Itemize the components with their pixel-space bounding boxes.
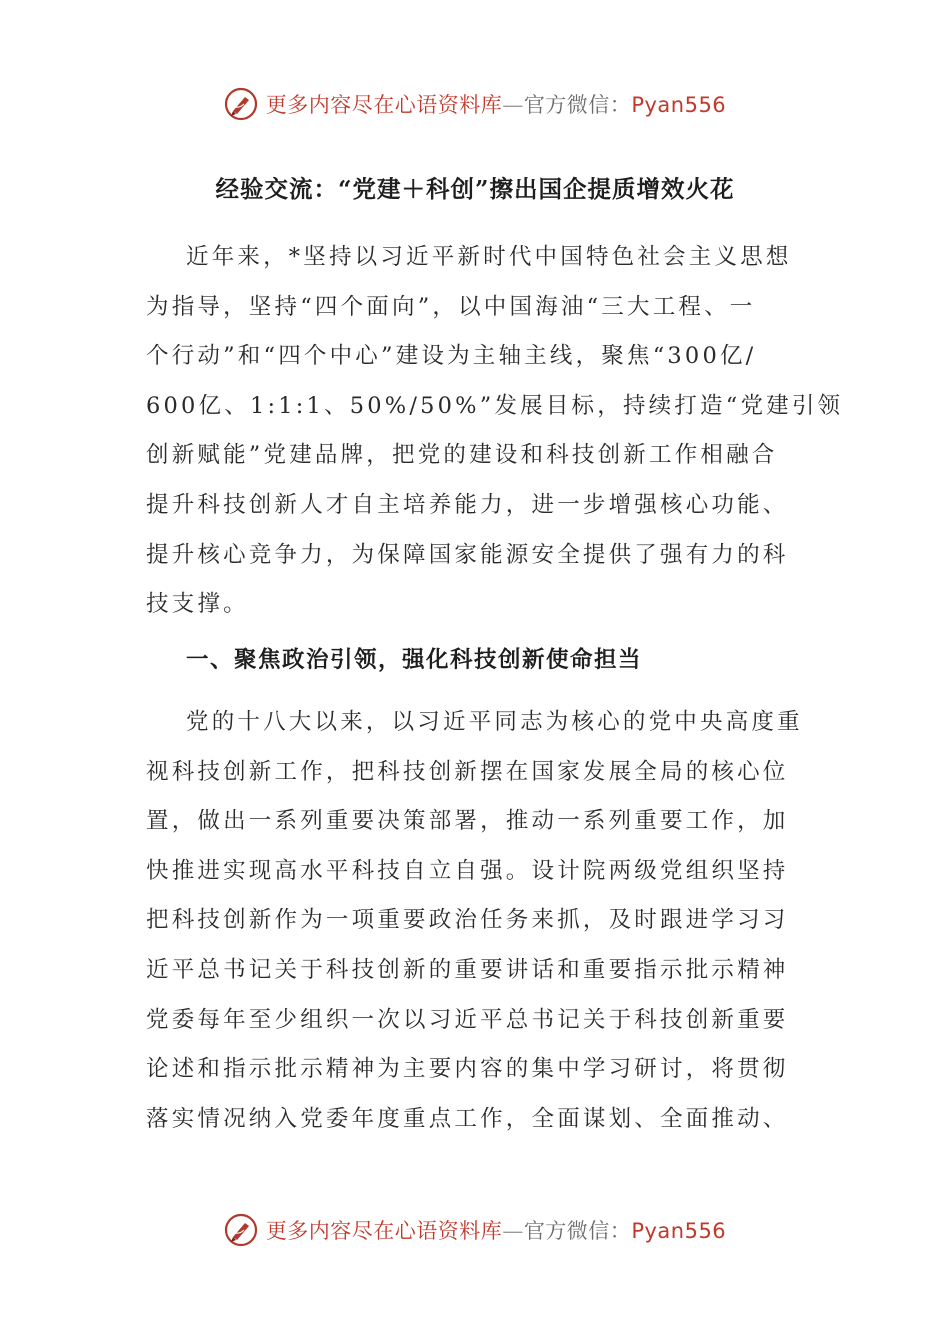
- paragraph-line: 把科技创新作为一项重要政治任务来抓，及时跟进学习习: [146, 907, 789, 934]
- watermark-wechat-label: 官方微信：: [523, 93, 632, 117]
- pen-circle-logo-icon: [224, 87, 258, 121]
- paragraph-line: 技支撑。: [146, 591, 249, 618]
- watermark-wechat-id: Pyan556: [631, 93, 727, 117]
- paragraph-line: 论述和指示批示精神为主要内容的集中学习研讨，将贯彻: [146, 1056, 789, 1083]
- watermark-dash: —: [502, 1219, 524, 1243]
- paragraph-line: 视科技创新工作，把科技创新摆在国家发展全局的核心位: [146, 758, 789, 785]
- watermark-wechat-label: 官方微信：: [523, 1219, 632, 1243]
- paragraph-line: 置，做出一系列重要决策部署，推动一系列重要工作，加: [146, 808, 789, 835]
- watermark-brand: 更多内容尽在心语资料库: [265, 1219, 503, 1243]
- paragraph-line: 近年来，*坚持以习近平新时代中国特色社会主义思想: [186, 244, 792, 270]
- paragraph-line: 提升核心竞争力，为保障国家能源安全提供了强有力的科: [146, 541, 789, 568]
- watermark-dash: —: [502, 93, 524, 117]
- paragraph-line: 600亿、1:1:1、50%/50%”发展目标，持续打造“党建引领: [146, 392, 844, 419]
- section-heading: 一、聚焦政治引领，强化科技创新使命担当: [186, 647, 643, 673]
- paragraph-line: 近平总书记关于科技创新的重要讲话和重要指示批示精神: [146, 956, 789, 983]
- watermark-wechat-id: Pyan556: [631, 1219, 727, 1243]
- paragraph-line: 个行动”和“四个中心”建设为主轴主线，聚焦“300亿/: [146, 343, 757, 370]
- watermark-text: [266, 1215, 726, 1245]
- pen-circle-logo-icon: [224, 1213, 258, 1247]
- document-title: 经验交流：“党建＋科创”擦出国企提质增效火花: [215, 175, 735, 203]
- paragraph-line: 落实情况纳入党委年度重点工作，全面谋划、全面推动、: [146, 1105, 789, 1132]
- section-paragraph: [146, 698, 806, 1144]
- paragraph-line: 为指导，坚持“四个面向”，以中国海油“三大工程、一: [146, 293, 756, 320]
- paragraph-line: 提升科技创新人才自主培养能力，进一步增强核心功能、: [146, 491, 789, 518]
- watermark-text: [266, 89, 726, 119]
- footer-watermark: [0, 1210, 950, 1250]
- paragraph-line: 创新赋能”党建品牌，把党的建设和科技创新工作相融合: [146, 442, 778, 469]
- paragraph-line: 党的十八大以来，以习近平同志为核心的党中央高度重: [186, 709, 803, 735]
- watermark-brand: 更多内容尽在心语资料库: [265, 93, 503, 117]
- paragraph-line: 快推进实现高水平科技自立自强。设计院两级党组织坚持: [146, 857, 789, 884]
- paragraph-line: 党委每年至少组织一次以习近平总书记关于科技创新重要: [146, 1006, 789, 1033]
- header-watermark: [0, 84, 950, 124]
- intro-paragraph: [146, 233, 844, 630]
